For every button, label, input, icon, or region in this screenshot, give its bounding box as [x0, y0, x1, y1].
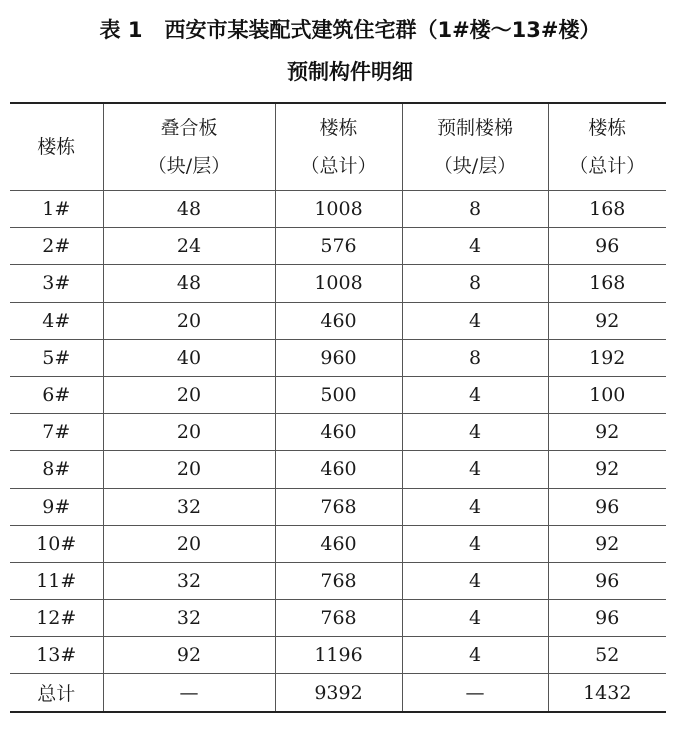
cell-slab-total: 960 [275, 339, 402, 376]
cell-slab-total: 460 [275, 414, 402, 451]
cell-stair-total: 92 [548, 451, 666, 488]
cell-stair-per-floor: 4 [402, 451, 548, 488]
cell-slab-total: 500 [275, 376, 402, 413]
cell-stair-per-floor: 4 [402, 488, 548, 525]
cell-stair-per-floor: 4 [402, 562, 548, 599]
cell-building: 3# [10, 265, 103, 302]
cell-slab-per-floor: 20 [103, 525, 275, 562]
table-row [10, 562, 666, 599]
cell-stair-per-floor: 4 [402, 637, 548, 674]
cell-building: 8# [10, 451, 103, 488]
cell-stair-per-floor: 8 [402, 191, 548, 228]
cell-stair-per-floor: 8 [402, 339, 548, 376]
cell-stair-total: 1432 [548, 674, 666, 712]
cell-slab-total: 768 [275, 562, 402, 599]
header-slab-per-floor [103, 103, 275, 191]
table-body [10, 191, 666, 712]
table-row [10, 488, 666, 525]
cell-slab-per-floor: 32 [103, 562, 275, 599]
components-table [10, 102, 666, 713]
header-stair-per-floor [402, 103, 548, 191]
cell-stair-total: 96 [548, 488, 666, 525]
cell-slab-per-floor: 20 [103, 414, 275, 451]
cell-slab-total: 1008 [275, 191, 402, 228]
cell-slab-per-floor: 40 [103, 339, 275, 376]
cell-building: 13# [10, 637, 103, 674]
cell-building: 总计 [10, 674, 103, 712]
cell-slab-total: 460 [275, 302, 402, 339]
cell-stair-per-floor: 8 [402, 265, 548, 302]
table-row [10, 637, 666, 674]
header-stair-total-label: 楼栋 [588, 117, 627, 139]
table-row [10, 376, 666, 413]
cell-stair-total: 168 [548, 265, 666, 302]
cell-slab-per-floor: 48 [103, 191, 275, 228]
cell-slab-per-floor: 92 [103, 637, 275, 674]
cell-stair-total: 92 [548, 414, 666, 451]
header-building-label: 楼栋 [37, 136, 76, 158]
cell-building: 5# [10, 339, 103, 376]
cell-slab-per-floor: 48 [103, 265, 275, 302]
cell-slab-total: 576 [275, 228, 402, 265]
table-row [10, 451, 666, 488]
header-stair-unit: （块/层） [433, 155, 517, 177]
cell-slab-per-floor: 20 [103, 302, 275, 339]
header-stair-total [548, 103, 666, 191]
header-stair-label: 预制楼梯 [436, 117, 513, 139]
cell-building: 7# [10, 414, 103, 451]
table-number: 表 1 [99, 18, 143, 42]
cell-stair-total: 52 [548, 637, 666, 674]
cell-stair-total: 100 [548, 376, 666, 413]
cell-slab-per-floor: 32 [103, 600, 275, 637]
total-row [10, 674, 666, 712]
cell-stair-total: 168 [548, 191, 666, 228]
cell-stair-per-floor: — [402, 674, 548, 712]
header-slab-unit: （块/层） [147, 155, 231, 177]
table-row [10, 265, 666, 302]
header-slab-total [275, 103, 402, 191]
cell-stair-total: 192 [548, 339, 666, 376]
cell-slab-per-floor: 32 [103, 488, 275, 525]
cell-building: 6# [10, 376, 103, 413]
table-subtitle: 预制构件明细 [287, 60, 413, 84]
cell-stair-per-floor: 4 [402, 228, 548, 265]
cell-building: 1# [10, 191, 103, 228]
cell-stair-total: 92 [548, 302, 666, 339]
cell-slab-total: 768 [275, 488, 402, 525]
cell-building: 10# [10, 525, 103, 562]
cell-stair-per-floor: 4 [402, 414, 548, 451]
cell-building: 9# [10, 488, 103, 525]
cell-building: 12# [10, 600, 103, 637]
cell-slab-per-floor: 24 [103, 228, 275, 265]
cell-slab-total: 768 [275, 600, 402, 637]
cell-slab-total: 9392 [275, 674, 402, 712]
header-stair-total-unit: （总计） [569, 155, 646, 177]
cell-slab-per-floor: 20 [103, 376, 275, 413]
cell-slab-per-floor: — [103, 674, 275, 712]
table-row [10, 191, 666, 228]
table-row [10, 600, 666, 637]
header-slab-total-label: 楼栋 [319, 117, 358, 139]
header-building [10, 103, 103, 191]
table-row [10, 339, 666, 376]
cell-stair-per-floor: 4 [402, 376, 548, 413]
cell-building: 4# [10, 302, 103, 339]
table-title [0, 16, 700, 44]
cell-slab-total: 1196 [275, 637, 402, 674]
table-row [10, 228, 666, 265]
table-row [10, 302, 666, 339]
cell-stair-total: 96 [548, 600, 666, 637]
header-row [10, 103, 666, 191]
header-slab-total-unit: （总计） [300, 155, 377, 177]
table-row [10, 414, 666, 451]
cell-stair-per-floor: 4 [402, 302, 548, 339]
cell-slab-total: 1008 [275, 265, 402, 302]
cell-stair-per-floor: 4 [402, 525, 548, 562]
cell-stair-per-floor: 4 [402, 600, 548, 637]
cell-slab-total: 460 [275, 525, 402, 562]
header-slab-label: 叠合板 [160, 117, 218, 139]
cell-slab-per-floor: 20 [103, 451, 275, 488]
cell-stair-total: 92 [548, 525, 666, 562]
cell-building: 2# [10, 228, 103, 265]
cell-slab-total: 460 [275, 451, 402, 488]
cell-stair-total: 96 [548, 562, 666, 599]
table-row [10, 525, 666, 562]
cell-building: 11# [10, 562, 103, 599]
cell-stair-total: 96 [548, 228, 666, 265]
table-title-text: 西安市某装配式建筑住宅群（1#楼～13#楼） [164, 18, 601, 42]
